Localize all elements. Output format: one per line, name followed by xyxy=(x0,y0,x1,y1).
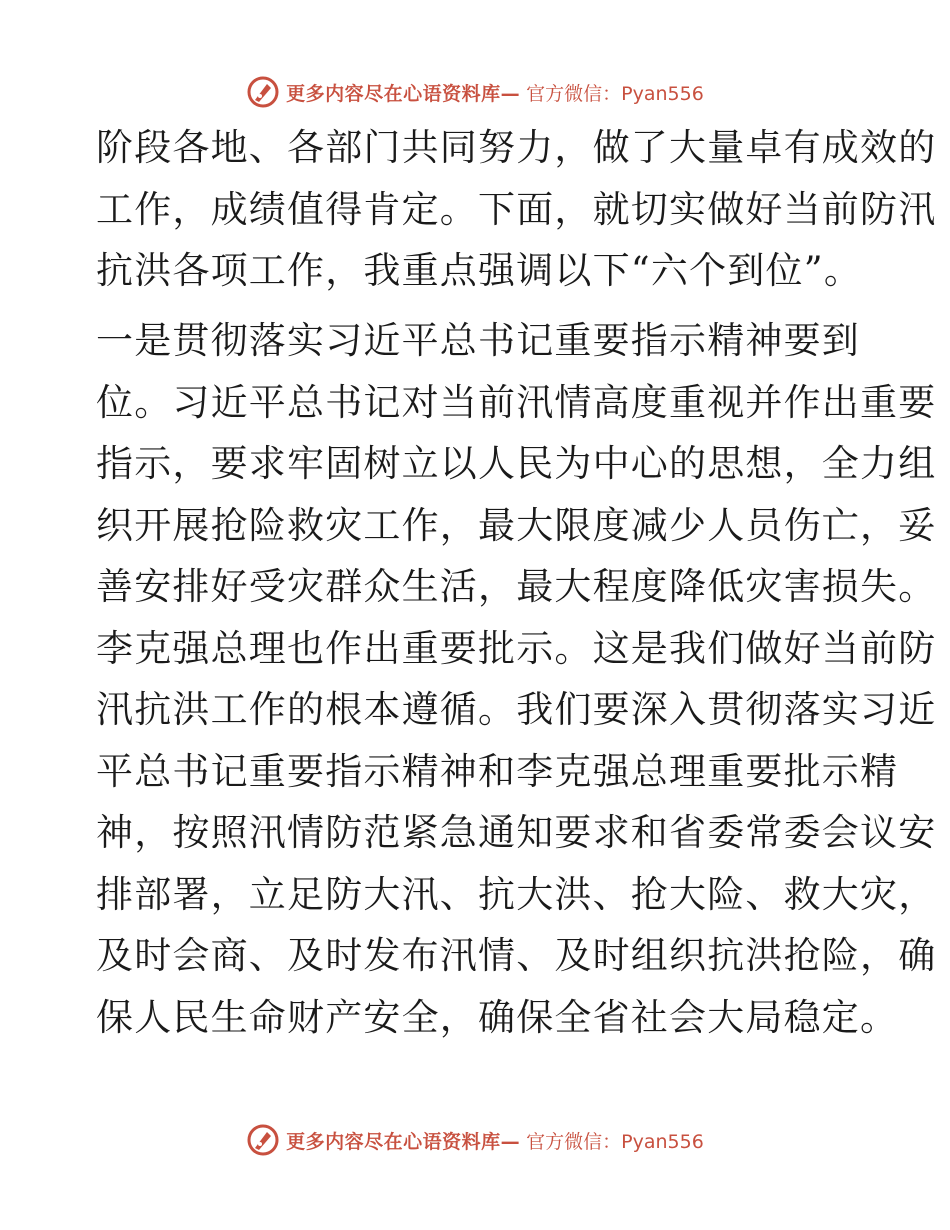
text-line: 及时会商、及时发布汛情、及时组织抗洪抢险，确 xyxy=(96,934,937,977)
paragraph-2 xyxy=(96,310,937,1048)
text-line: 工作，成绩值得肯定。下面，就切实做好当前防汛 xyxy=(96,187,937,231)
pen-nib-logo-icon xyxy=(246,1123,280,1157)
text-line: 神，按照汛情防范紧急通知要求和省委常委会议安 xyxy=(96,811,937,854)
banner-title: 更多内容尽在心语资料库— xyxy=(286,1130,521,1153)
footer-banner xyxy=(0,1120,950,1160)
text-line: 指示，要求牢固树立以人民为中心的思想，全力组 xyxy=(96,442,937,485)
text-line: 平总书记重要指示精神和李克强总理重要批示精 xyxy=(96,749,899,793)
text-line: 一是贯彻落实习近平总书记重要指示精神要到 xyxy=(96,319,860,362)
pen-nib-logo-icon xyxy=(246,75,280,109)
text-line: 排部署，立足防大汛、抗大洪、抢大险、救大灾， xyxy=(96,872,937,916)
text-line: 织开展抢险救灾工作，最大限度减少人员伤亡，妥 xyxy=(96,503,937,547)
banner-wechat-id: 官方微信：Pyan556 xyxy=(526,1130,704,1153)
text-line: 抗洪各项工作，我重点强调以下“六个到位”。 xyxy=(96,249,863,292)
text-line: 阶段各地、各部门共同努力，做了大量卓有成效的 xyxy=(96,126,937,169)
banner-wechat-id: 官方微信：Pyan556 xyxy=(526,82,704,105)
header-banner xyxy=(0,72,950,112)
text-line: 善安排好受灾群众生活，最大程度降低灾害损失。 xyxy=(96,565,937,608)
text-line: 位。习近平总书记对当前汛情高度重视并作出重要 xyxy=(96,380,937,424)
paragraph-1 xyxy=(96,117,937,302)
text-line: 李克强总理也作出重要批示。这是我们做好当前防 xyxy=(96,626,937,670)
text-line: 保人民生命财产安全，确保全省社会大局稳定。 xyxy=(96,995,899,1039)
banner-title: 更多内容尽在心语资料库— xyxy=(286,82,521,105)
text-line: 汛抗洪工作的根本遵循。我们要深入贯彻落实习近 xyxy=(96,688,937,731)
